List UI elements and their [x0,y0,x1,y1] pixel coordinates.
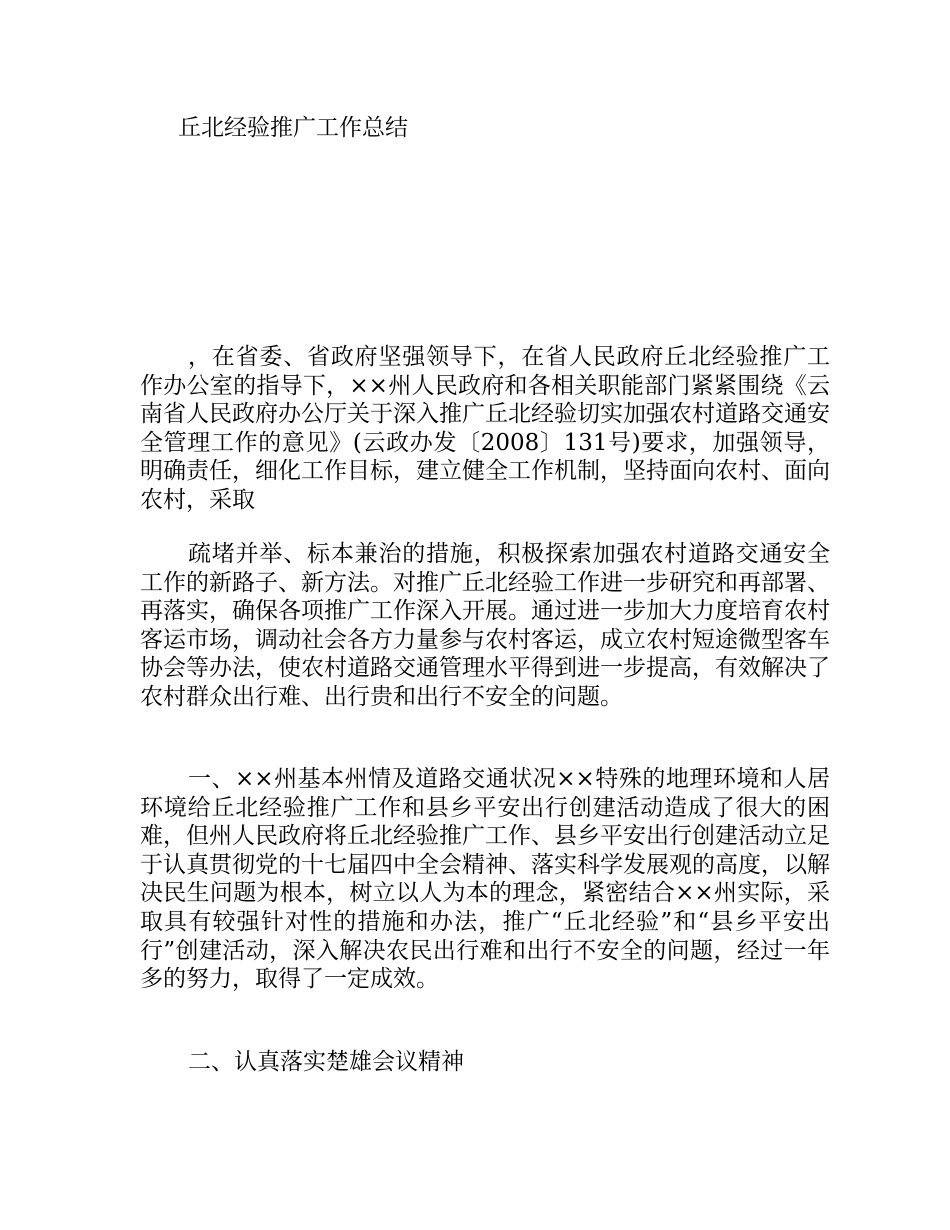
paragraph-intro: ，在省委、省政府坚强领导下，在省人民政府丘北经验推广工作办公室的指导下，××州人民政府和各相关职能部门紧紧围绕《云南省人民政府办公厅关于深入推广丘北经验切实加强农村道路交通安全管理工作的意见》(云政办发〔2008〕131号)要求，加强领导，明确责任，细化工作目标，建立健全工作机制，坚持面向农村、面向农村，采取 [140,344,830,513]
paragraph-section-one: 一、××州基本州情及道路交通状况××特殊的地理环境和人居环境给丘北经验推广工作和县乡平安出行创建活动造成了很大的困难，但州人民政府将丘北经验推广工作、县乡平安出行创建活动立足于认真贯彻党的十七届四中全会精神、落实科学发展观的高度，以解决民生问题为根本，树立以人为本的理念，紧密结合××州实际，采取具有较强针对性的措施和办法，推广“丘北经验”和“县乡平安出行”创建活动，深入解决农民出行难和出行不安全的问题，经过一年多的努力，取得了一定成效。 [140,766,830,993]
document-title: 丘北经验推广工作总结 [178,115,408,141]
paragraph-section-two-heading: 二、认真落实楚雄会议精神 [188,1049,464,1075]
paragraph-measures: 疏堵并举、标本兼治的措施，积极探索加强农村道路交通安全工作的新路子、新方法。对推广丘北经验工作进一步研究和再部署、再落实，确保各项推广工作深入开展。通过进一步加大力度培育农村客运市场，调动社会各方力量参与农村客运，成立农村短途微型客车协会等办法，使农村道路交通管理水平得到进一步提高，有效解决了农村群众出行难、出行贵和出行不安全的问题。 [140,541,830,710]
